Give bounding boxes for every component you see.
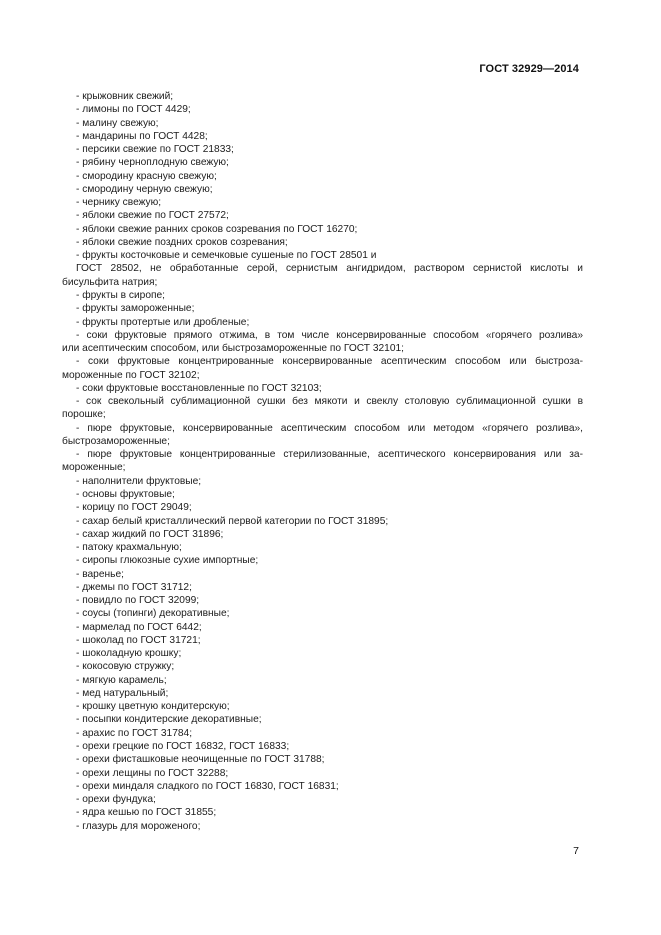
text-line: - фрукты косточковые и семечковые сушеные по ГОСТ 28501 и: [76, 250, 377, 262]
text-line: - сахар белый кристаллический первой категории по ГОСТ 31895;: [76, 515, 389, 527]
text-line: - основы фруктовые;: [76, 488, 175, 500]
text-line: - сахар жидкий по ГОСТ 31896;: [76, 528, 224, 540]
text-line: - орехи миндаля сладкого по ГОСТ 16830, ГОСТ 16831;: [76, 780, 339, 792]
text-line: - мандарины по ГОСТ 4428;: [76, 130, 208, 142]
text-line: - крошку цветную кондитерскую;: [76, 701, 230, 713]
text-line: - крыжовник свежий;: [76, 91, 174, 102]
text-line: - лимоны по ГОСТ 4429;: [76, 104, 191, 116]
text-line: - варенье;: [76, 568, 124, 580]
text-line: - орехи лещины по ГОСТ 32288;: [76, 767, 229, 779]
text-line: - кокосовую стружку;: [76, 661, 175, 673]
text-line: - орехи грецкие по ГОСТ 16832, ГОСТ 16833;: [76, 741, 290, 753]
text-line: - арахис по ГОСТ 31784;: [76, 727, 193, 739]
text-line: быстрозамороженные;: [62, 435, 170, 447]
text-line: - яблоки свежие поздних сроков созревания;: [76, 236, 288, 248]
text-line: - смородину красную свежую;: [76, 170, 217, 182]
text-line: - соки фруктовые восстановленные по ГОСТ 32103;: [76, 382, 322, 394]
text-line: - пюре фруктовые концентрированные стерилизованные, асептического консервирования или за-: [76, 449, 583, 461]
text-line: - мармелад по ГОСТ 6442;: [76, 621, 202, 633]
text-line: - орехи фисташковые неочищенные по ГОСТ 31788;: [76, 754, 325, 766]
text-line: - посыпки кондитерские декоративные;: [76, 714, 262, 726]
text-line: - сок свекольный сублимационной сушки без мякоти и свеклу столовую сублимационной сушки в: [76, 396, 583, 408]
text-line: - патоку крахмальную;: [76, 542, 182, 554]
text-line: - сиропы глюкозные сухие импортные;: [76, 555, 259, 567]
text-line: - рябину черноплодную свежую;: [76, 157, 229, 169]
text-line: мороженные;: [62, 462, 126, 474]
text-line: мороженные по ГОСТ 32102;: [62, 369, 200, 381]
document-body: [62, 90, 583, 833]
text-line: бисульфита натрия;: [62, 276, 158, 288]
text-line: - яблоки свежие по ГОСТ 27572;: [76, 210, 229, 222]
text-line: - шоколад по ГОСТ 31721;: [76, 634, 201, 646]
text-line: - фрукты протертые или дробленые;: [76, 316, 250, 328]
text-line: - джемы по ГОСТ 31712;: [76, 581, 192, 593]
text-line: - смородину черную свежую;: [76, 183, 213, 195]
text-line: - орехи фундука;: [76, 794, 156, 806]
text-line: - малину свежую;: [76, 117, 159, 129]
text-line: - наполнители фруктовые;: [76, 475, 202, 487]
text-line: - пюре фруктовые, консервированные асептическим способом или методом «горячего розлива»,: [76, 422, 583, 434]
text-line: - повидло по ГОСТ 32099;: [76, 595, 200, 607]
text-line: - соки фруктовые прямого отжима, в том числе консервированные способом «горячего розлива»: [76, 329, 583, 341]
text-line: - мягкую карамель;: [76, 674, 167, 686]
text-line: - соки фруктовые концентрированные консервированные асептическим способом или быстроза-: [76, 356, 583, 368]
text-line: ГОСТ 28502, не обработанные серой, сернистым ангидридом, раствором сернистой кислоты и: [76, 263, 583, 275]
text-line: - ядра кешью по ГОСТ 31855;: [76, 807, 217, 819]
text-line: порошке;: [62, 409, 106, 421]
document-header: ГОСТ 32929—2014: [479, 63, 579, 75]
text-line: - яблоки свежие ранних сроков созревания по ГОСТ 16270;: [76, 223, 358, 235]
page-number: 7: [573, 845, 579, 857]
text-line: или асептическим способом, или быстрозамороженные по ГОСТ 32101;: [62, 343, 404, 355]
text-line: - персики свежие по ГОСТ 21833;: [76, 144, 234, 156]
text-line: - фрукты в сиропе;: [76, 289, 166, 301]
text-line: - чернику свежую;: [76, 197, 162, 209]
text-line: - глазурь для мороженого;: [76, 820, 201, 832]
text-line: - шоколадную крошку;: [76, 648, 182, 660]
text-line: - корицу по ГОСТ 29049;: [76, 502, 192, 514]
text-line: - соусы (топинги) декоративные;: [76, 608, 230, 620]
text-line: - мед натуральный;: [76, 687, 169, 699]
text-line: - фрукты замороженные;: [76, 303, 195, 315]
